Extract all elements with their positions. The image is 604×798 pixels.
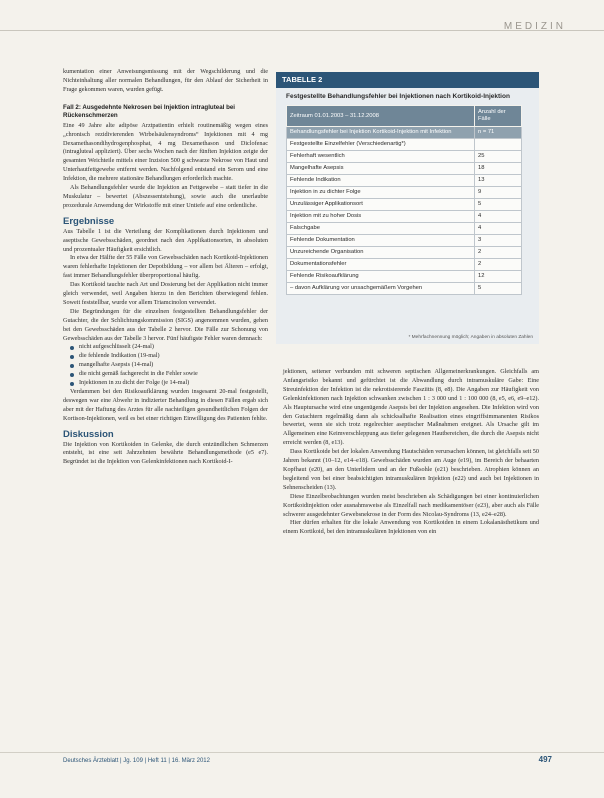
case-paragraph-2: Als Behandlungsfehler wurde die Injektion an Fettgewebe – statt tiefer in die Muskulatur – bewertet (Abszessentstehung), sowie auch die unerlaubte prozedurale Anwendung der Wirkstoffe mit einer Untiefe auf eine ordentliche. — [63, 184, 268, 209]
table-row — [287, 235, 522, 247]
table-cell-count: 25 — [475, 151, 522, 163]
table-row — [287, 223, 522, 235]
section-tag: MEDIZIN — [503, 21, 566, 32]
table-cell-count: 5 — [475, 199, 522, 211]
bullet-item: die nicht gemäß fachgerecht in die Fehler sowie — [73, 370, 268, 379]
results-heading: Ergebnisse — [63, 215, 115, 227]
discussion-heading: Diskussion — [63, 428, 114, 440]
table-body — [287, 127, 522, 295]
left-column — [63, 68, 268, 467]
table-row — [287, 175, 522, 187]
table-cell-label: Dokumentationsfehler — [287, 259, 475, 271]
table-cell-count: 3 — [475, 235, 522, 247]
intro-paragraph: kumentation einer Anweisungsmissung mit der Wegschilderung und die Nichteinhaltung aller normalen Behandlungen, für den Ablauf der Sicherheit in Frage gekommen waren, wurden gefügt. — [63, 68, 268, 93]
bullet-item: Injektionen in zu dicht der Folge (je 14-mal) — [73, 379, 268, 388]
table-cell-label: – davon Aufklärung vor unsachgemäßem Vorgehen — [287, 283, 475, 295]
table-cell-count: n = 71 — [475, 127, 522, 139]
table-cell-count: 4 — [475, 223, 522, 235]
table-cell-label: Fehlende Risikoaufklärung — [287, 271, 475, 283]
table-col-header: Zeitraum 01.01.2003 – 31.12.2008 — [287, 106, 475, 127]
table-cell-count: 9 — [475, 187, 522, 199]
case-heading: Fall 2: Ausgedehnte Nekrosen bei Injektion intragluteal bei Rückenschmerzen — [63, 103, 236, 119]
table-cell-count: 18 — [475, 163, 522, 175]
right-paragraph-3: Diese Einzelbeobachtungen wurden meist beschrieben als Schädigungen bei einer kontinuierlichen Kortikoidinjektion oder ausnahmsweise als Einzelfall nach medikamentöser (e23), aber auch als Fälle schwerer ausgedehnter Gewebsnekrose in der Form des Nicolau-Syndroms (13, e24–e28). — [283, 492, 539, 518]
table-cell-label: Fehlerhaft wesentlich — [287, 151, 475, 163]
table-footnote: * Mehrfachnennung möglich; Angaben in absoluten Zahlen — [408, 335, 533, 340]
table-row — [287, 247, 522, 259]
table-cell-label: Falschgabe — [287, 223, 475, 235]
bullet-item: mangelhafte Asepsis (14-mal) — [73, 361, 268, 370]
table-cell-label: Unzureichende Organisation — [287, 247, 475, 259]
table-cell-label: Injektion mit zu hoher Dosis — [287, 211, 475, 223]
table-cell-label: Fehlende Indikation — [287, 175, 475, 187]
table-cell-label: Festgestellte Einzelfehler (Verschiedenartig*) — [287, 139, 475, 151]
right-paragraph-2: Dass Kortikoide bei der lokalen Anwendung Hautschäden verursachen können, ist gleichfalls seit 50 Jahren bekannt (10–12, e14–e18). Gewebsschäden wurden am Auge (e19), im Bereich der behaarten Kopfhaut (e20), an den Unterlidern und an der Fußsohle (e21) beschrieben. Atrophien können an begleitend von bei einer beabsichtigten intramuskulären Injektion (e22) und auch bei Injektionen in Sehnenscheiden (13). — [283, 448, 539, 491]
table-cell-count — [475, 139, 522, 151]
table-cell-count: 12 — [475, 271, 522, 283]
table-row — [287, 187, 522, 199]
table-row — [287, 271, 522, 283]
table-row — [287, 139, 522, 151]
table-cell-label: Fehlende Dokumentation — [287, 235, 475, 247]
table-row — [287, 259, 522, 271]
table-row — [287, 163, 522, 175]
table-row — [287, 211, 522, 223]
results-paragraph-4: Die Begründungen für die einzelnen festgestellten Behandlungsfehler der Gutachter, die der Schlichtungskommission (SIGS) angenommen wurden, gehen bei den Gewebsschäden aus der Tabelle 2 hervor. Die Fälle zur Schonung von Gewebsschäden aus der Tabelle 3 hervor. Fünf häufigste Fehler waren demnach: — [63, 307, 268, 342]
table-cell-label: Mangelhafte Asepsis — [287, 163, 475, 175]
table-cell-count: 2 — [475, 259, 522, 271]
table-2-box — [276, 72, 539, 344]
right-column — [283, 368, 539, 537]
right-paragraph-1: jektionen, seitener verbunden mit schweren septischen Allgemeinerkrankungen. Gleichfalls am Anfangsrisiko bekannt und gefürchtet ist die Abwandlung durch intramuskuläre Gabe: Eine Streuinfektion der Infektion ist die nekrotisierende Fasziitis (8, e8). Die Angaben zur Häufigkeit von Gelenkinfektionen nach Injektion schwanken zwischen 1 : 3 000 und 1 : 100 000 (8, e5, e6, e9–e12). Als Hauptursache wird eine ungenügende Asepsis bei der Injektion angesehen. Die Infektion wird von den Gutachtern regelmäßig dann als schicksalhafte Realisation eines eingriffsimmanenten Risikos bewertet, wenn sie sich trotz regelrechter aseptischer Maßnahmen ereignet. Als Ursache gilt im Allgemeinen eine Keimverschleppung aus tiefer gelegenen Hautbereichen, die durch die Asepsis nicht erreicht werden (8, e13). — [283, 368, 539, 447]
table-cell-count: 2 — [475, 247, 522, 259]
journal-footer: Deutsches Ärzteblatt | Jg. 109 | Heft 11 | 16. März 2012 — [63, 758, 210, 764]
results-paragraph-1: Aus Tabelle 1 ist die Verteilung der Komplikationen durch Injektionen und aseptische Gewebsschäden, geordnet nach den Applikationsorten, in absoluten und prozentualer Häufigkeit ersichtlich. — [63, 227, 268, 253]
bullet-item: nicht aufgeschlüsselt (24-mal) — [73, 343, 268, 352]
table-label: TABELLE 2 — [276, 72, 539, 88]
table-row — [287, 283, 522, 295]
table-row — [287, 199, 522, 211]
table-cell-label: Behandlungsfehler bei Injektion Kortikoid-Injektion mit Infektion — [287, 127, 475, 139]
table-col-count: Anzahl der Fälle — [475, 106, 522, 127]
table-row — [287, 127, 522, 139]
table-cell-count: 4 — [475, 211, 522, 223]
results-paragraph-5: Verdammen bei den Risikoaufklärung wurden insgesamt 20-mal festgestellt, deswegen war eine Abwehr in indizierter Behandlung in diesen Fällen ergab sich aber mit der Haftung des Arztes für alle nachteiligen gesundheitlichen Folgen der Kortison-Injektionen, weil es bei einer richtigen Einwilligung des Patienten fehlte. — [63, 388, 268, 422]
table-cell-label: Unzulässiger Applikationsort — [287, 199, 475, 211]
discussion-paragraph-1: Die Injektion von Kortikoiden in Gelenke, die durch entzündlichen Schmerzen entsteht, ist eine seit Jahrzehnten bewährte Behandlungsmethode (e5 e7). Begründet ist die Injektion von Gelenkinfektionen nach Kortikoid-I- — [63, 440, 268, 466]
footer-rule — [0, 752, 604, 753]
table-row — [287, 151, 522, 163]
error-bullet-list — [63, 343, 268, 388]
table-header-row — [287, 106, 522, 127]
error-table — [286, 105, 522, 295]
bullet-item: die fehlende Indikation (19-mal) — [73, 352, 268, 361]
right-paragraph-4: Hier dürfen erhalten für die lokale Anwendung von Kortikoiden in einem Lokalanästhetikum und einem Kortikoid, bei den intramuskulären Injektionen von ein — [283, 519, 539, 536]
table-cell-count: 13 — [475, 175, 522, 187]
table-cell-count: 5 — [475, 283, 522, 295]
table-caption: Festgestellte Behandlungsfehler bei Injektionen nach Kortikoid-Injektion — [286, 93, 510, 100]
table-cell-label: Injektion in zu dichter Folge — [287, 187, 475, 199]
results-paragraph-2: In etwa der Hälfte der 55 Fälle von Gewebsschäden nach Kortikoid-Injektionen waren fehlerhafte Injektionen der Depotbildung – vor allem bei Älteren – erfolgt, fast immer Behandlungsfehler überproportional häufig. — [63, 254, 268, 280]
case-paragraph: Eine 49 Jahre alte adipöse Arztpatientin erhielt routinemäßig wegen eines „chronisch rezidivierenden Wirbelsäulensyndroms“ Injektionen mit 4 mg Dexamethasondihydrogenphosphat, 4 mg Dexamethason und Diclofenac (intragluteal appliziert). Über sechs Wochen nach der fünften Injektion zeigte der gesamten Weichteile mittels einer Inzision 500 g schwarze Nekrose von Haut und Unterhautfettgewebe entfernt werden. Nachfolgend entstand ein Serom und eine Infektion, die mehrere stationäre Behandlungen erforderlich machte. — [63, 121, 268, 183]
page-number: 497 — [538, 755, 552, 764]
results-paragraph-3: Das Kortikoid tauchte nach Art und Dosierung bei der Applikation nicht immer gleich verwendet, weil Angaben hierzu in den Berichten überwiegend fehlen. Soweit feststellbar, wurde vor allem Triamcinolon verwendet. — [63, 281, 268, 306]
